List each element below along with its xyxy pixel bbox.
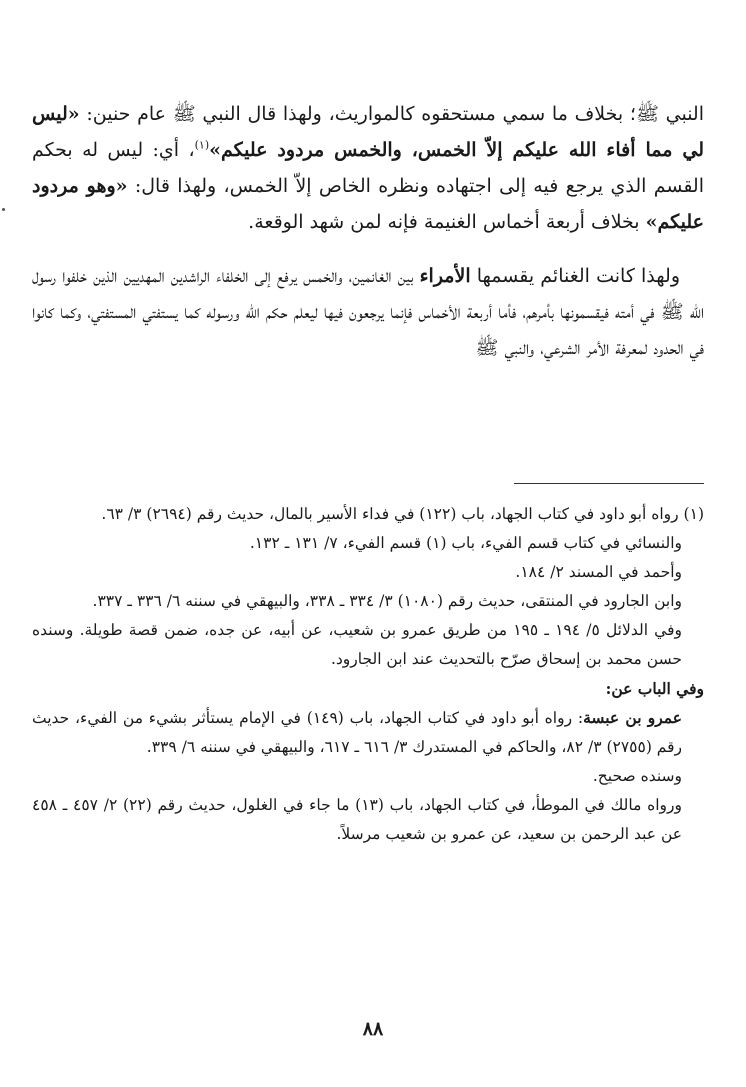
hadith-quote-short: «وهو مردود عليكم»	[32, 175, 704, 233]
margin-mark	[2, 208, 5, 211]
footnote-separator	[514, 483, 704, 484]
footnote-subheading: وفي الباب عن:	[605, 679, 704, 698]
footnotes	[32, 500, 704, 849]
paragraph-1: النبي ﷺ؛ بخلاف ما سمي مستحقوه كالمواريث، ولهذا قال النبي ﷺ عام حنين: «ليس لي مما أفاء الله عليكم إلاّ الخمس، والخمس مردود عليكم»$^{(١)}$، أي: ليس له بحكم القسم الذي يرجع فيه إلى اجتهاده ونظره الخاص إلاّ الخمس، ولهذا قال: «وهو مردود عليكم» بخلاف أربعة أخماس الغنيمة فإنه لمن شهد الوقعة.	[32, 103, 704, 233]
footnote-line: وفي الدلائل ٥/ ١٩٤ ـ ١٩٥ من طريق عمرو بن شعيب، عن أبيه، عن جده، ضمن قصة طويلة. وسنده حسن محمد بن إسحاق صرّح بالتحديث عند ابن الجارود.	[32, 621, 682, 668]
paragraph-2: ولهذا كانت الغنائم يقسمها الأمراء بين الغانمين، والخمس يرفع إلى الخلفاء الراشدين المهديين الذين خلفوا رسول الله ﷺ في أمته فيقسمونها بأمرهم، فأما أربعة الأخماس فإنما يرجعون فيها ليعلم حكم الله ورسوله كما يستفتي المستفتي، وكما كانوا في الحدود لمعرفة الأمر الشرعي، والنبي ﷺ	[32, 265, 704, 359]
narrator-name: عمرو بن عبسة	[583, 708, 683, 727]
footnote-line: ورواه مالك في الموطأ، في كتاب الجهاد، باب (١٣) ما جاء في الغلول، حديث رقم (٢٢) ٢/ ٤٥٧ ـ ٤٥٨ عن عبد الرحمن بن سعيد، عن عمرو بن شعيب مرسلاً.	[32, 796, 682, 843]
footnote-line: والنسائي في كتاب قسم الفيء، باب (١) قسم الفيء، ٧/ ١٣١ ـ ١٣٢.	[249, 534, 682, 552]
footnote-line: عمرو بن عبسة: رواه أبو داود في كتاب الجهاد، باب (١٤٩) في الإمام يستأثر بشيء من الفيء، حديث رقم (٢٧٥٥) ٣/ ٨٢، والحاكم في المستدرك ٣/ ٦١٦ ـ ٦١٧، والبيهقي في سننه ٦/ ٣٣٩.	[32, 708, 683, 756]
footnote-reference[interactable]: (١)	[194, 138, 210, 152]
page-number: ٨٨	[362, 1018, 384, 1040]
footnote-line: وابن الجارود في المنتقى، حديث رقم (١٠٨٠) ٣/ ٣٣٤ ـ ٣٣٨، والبيهقي في سننه ٦/ ٣٣٦ ـ ٣٣٧.	[92, 592, 682, 610]
footnote-line: وسنده صحيح.	[592, 767, 682, 785]
hadith-quote: «ليس لي مما أفاء الله عليكم إلاّ الخمس، والخمس مردود عليكم»	[32, 103, 704, 161]
main-text	[32, 96, 704, 366]
footnote-line: وأحمد في المسند ٢/ ١٨٤.	[515, 563, 682, 581]
footnote-1: (١) رواه أبو داود في كتاب الجهاد، باب (١٢٢) في فداء الأسير بالمال، حديث رقم (٢٦٩٤) ٣/ ٦٣.	[101, 505, 704, 523]
